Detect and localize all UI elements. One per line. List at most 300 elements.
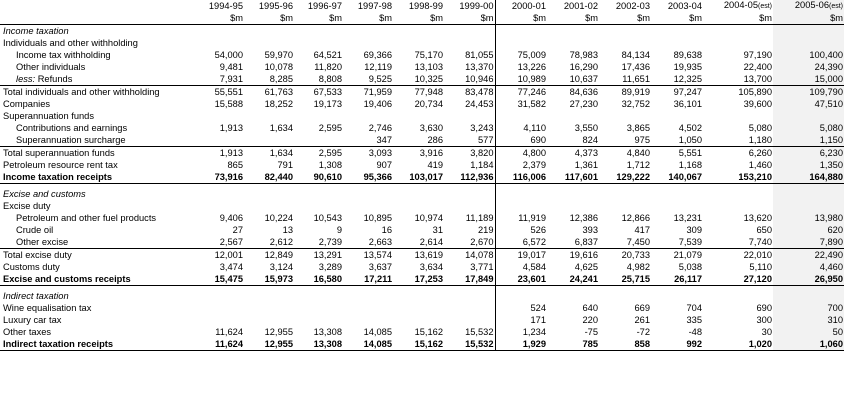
value-cell: 97,247 (651, 86, 703, 99)
value-cell: 24,241 (547, 273, 599, 286)
row-label-text: Contributions and earnings (16, 123, 128, 133)
value-cell: 10,078 (264, 62, 293, 72)
value-cell: 11,624 (215, 327, 243, 337)
table-row (0, 236, 844, 249)
value-cell: 2,379 (495, 159, 547, 171)
value-cell (194, 110, 244, 122)
row-label-text: Excise duty (3, 201, 51, 211)
row-label-text: Crude oil (16, 225, 54, 235)
value-cell (393, 302, 444, 314)
unit-header-cell: $m (495, 12, 547, 25)
value-cell: 1,361 (574, 160, 598, 170)
value-cell: 82,440 (244, 171, 294, 184)
value-cell (294, 25, 343, 38)
value-cell: 3,093 (343, 147, 393, 160)
value-cell: 11,919 (495, 212, 547, 224)
value-cell (651, 25, 703, 38)
value-cell: 1,712 (626, 160, 650, 170)
value-cell: 100,400 (773, 49, 844, 61)
value-cell: 700 (773, 302, 844, 314)
value-cell (393, 314, 444, 326)
value-cell: 4,800 (495, 147, 547, 160)
value-cell: 4,982 (626, 262, 650, 272)
value-cell: 3,634 (419, 262, 443, 272)
value-cell: 11,624 (194, 338, 244, 351)
value-cell: 15,475 (194, 273, 244, 286)
value-cell (703, 188, 773, 200)
value-cell (194, 134, 244, 147)
table-row (0, 37, 844, 49)
value-cell: 19,935 (673, 62, 702, 72)
value-cell: 865 (227, 160, 243, 170)
table-row (0, 110, 844, 122)
value-cell: 8,285 (269, 74, 293, 84)
value-cell: 13,700 (743, 74, 772, 84)
value-cell (495, 200, 547, 212)
value-cell: 23,601 (495, 273, 547, 286)
value-cell: 109,790 (773, 86, 844, 99)
value-cell: 50 (773, 326, 844, 338)
value-cell: 577 (477, 135, 494, 145)
value-cell: 3,865 (626, 123, 650, 133)
row-label (0, 171, 194, 184)
value-cell: 4,625 (574, 262, 598, 272)
value-cell: 13,308 (294, 338, 343, 351)
row-label (0, 159, 194, 171)
year-label: 2005-06 (794, 0, 829, 10)
value-cell: 20,734 (414, 99, 443, 109)
table-row (0, 224, 844, 236)
value-cell: 17,211 (343, 273, 393, 286)
row-label-text: Total excise duty (3, 250, 72, 260)
estimate-marker: (est) (758, 3, 772, 10)
value-cell: 19,616 (547, 249, 599, 262)
value-cell: 13,308 (313, 327, 342, 337)
value-cell: 15,000 (773, 73, 844, 86)
row-label (0, 224, 194, 236)
row-label-text: Total superannuation funds (3, 148, 115, 158)
value-cell: 103,017 (393, 171, 444, 184)
value-cell: 7,450 (626, 237, 650, 247)
value-cell: 19,406 (363, 99, 392, 109)
value-cell: 27,120 (703, 273, 773, 286)
value-cell: 164,880 (773, 171, 844, 184)
year-label: 2003-04 (667, 1, 702, 11)
value-cell: 1,913 (194, 147, 244, 160)
year-label: 2004-05 (723, 0, 758, 10)
value-cell: 81,055 (465, 50, 494, 60)
year-header-cell (599, 0, 651, 12)
value-cell: 36,101 (673, 99, 702, 109)
value-cell: 309 (686, 225, 702, 235)
table-row (0, 290, 844, 302)
value-cell (651, 110, 703, 122)
value-cell (547, 290, 599, 302)
value-cell: 77,246 (495, 86, 547, 99)
value-cell: 16,290 (569, 62, 598, 72)
table-row (0, 326, 844, 338)
value-cell (599, 110, 651, 122)
value-cell (444, 314, 495, 326)
value-cell: 19,017 (495, 249, 547, 262)
value-cell: 22,490 (773, 249, 844, 262)
table-row (0, 171, 844, 184)
value-cell: 18,252 (264, 99, 293, 109)
value-cell: 89,919 (599, 86, 651, 99)
year-header-cell (294, 0, 343, 12)
value-cell: 55,551 (194, 86, 244, 99)
row-label (0, 302, 194, 314)
value-cell: 10,543 (313, 213, 342, 223)
row-label (0, 200, 194, 212)
unit-header-cell: $m (651, 12, 703, 25)
table-row (0, 122, 844, 134)
table-row (0, 314, 844, 326)
value-cell: 17,436 (621, 62, 650, 72)
table-row (0, 338, 844, 351)
row-label (0, 338, 194, 351)
value-cell: 7,931 (219, 74, 243, 84)
value-cell: 4,373 (547, 147, 599, 160)
row-label (0, 261, 194, 273)
row-label (0, 273, 194, 286)
table-row (0, 261, 844, 273)
table-row (0, 86, 844, 99)
value-cell: 9,406 (219, 213, 243, 223)
value-cell (444, 25, 495, 38)
value-cell (343, 314, 393, 326)
table-row (0, 25, 844, 38)
unit-header-cell: $m (547, 12, 599, 25)
value-cell: 907 (376, 160, 392, 170)
row-label-text: Petroleum and other fuel products (16, 213, 157, 223)
value-cell: 116,006 (495, 171, 547, 184)
value-cell (703, 37, 773, 49)
value-cell: 15,162 (414, 327, 443, 337)
value-cell: -48 (688, 327, 702, 337)
value-cell: 59,970 (264, 50, 293, 60)
value-cell: 335 (686, 315, 702, 325)
value-cell (244, 188, 294, 200)
value-cell: 5,038 (678, 262, 702, 272)
value-cell: 5,080 (773, 122, 844, 134)
value-cell: 2,663 (368, 237, 392, 247)
row-label-text: Wine equalisation tax (3, 303, 92, 313)
value-cell (244, 290, 294, 302)
value-cell: 12,325 (673, 74, 702, 84)
value-cell: 6,230 (773, 147, 844, 160)
value-cell: 1,913 (219, 123, 243, 133)
value-cell (343, 302, 393, 314)
value-cell (703, 25, 773, 38)
row-label-text: Individuals and other withholding (3, 38, 138, 48)
value-cell: 129,222 (599, 171, 651, 184)
row-label (0, 236, 194, 249)
value-cell: 83,478 (444, 86, 495, 99)
table-row (0, 98, 844, 110)
table-row (0, 188, 844, 200)
table-row (0, 159, 844, 171)
value-cell (444, 290, 495, 302)
row-label-text: Indirect taxation receipts (3, 339, 114, 349)
row-label (0, 122, 194, 134)
value-cell (444, 302, 495, 314)
row-label (0, 86, 194, 99)
value-cell: 75,009 (495, 49, 547, 61)
value-cell: 992 (651, 338, 703, 351)
value-cell: -72 (636, 327, 650, 337)
value-cell: 54,000 (214, 50, 243, 60)
value-cell: 14,085 (363, 327, 392, 337)
table-row (0, 212, 844, 224)
value-cell (194, 25, 244, 38)
value-cell (294, 110, 343, 122)
value-cell: 1,180 (748, 135, 772, 145)
value-cell (773, 25, 844, 38)
value-cell: 17,849 (444, 273, 495, 286)
value-cell (703, 290, 773, 302)
value-cell (343, 200, 393, 212)
row-label-text: Excise and customs receipts (3, 274, 131, 284)
value-cell: 22,400 (743, 62, 772, 72)
value-cell: 17,253 (393, 273, 444, 286)
value-cell: 15,973 (244, 273, 294, 286)
value-cell: 69,366 (363, 50, 392, 60)
value-cell: 526 (495, 224, 547, 236)
value-cell: 13,103 (414, 62, 443, 72)
row-label (0, 61, 194, 73)
value-cell (703, 200, 773, 212)
row-label-prefix: less: (16, 74, 36, 84)
value-cell: 13,231 (673, 213, 702, 223)
value-cell: 13,226 (495, 61, 547, 73)
value-cell: 12,119 (364, 62, 392, 72)
year-header-cell (495, 0, 547, 12)
value-cell: 15,588 (214, 99, 243, 109)
estimate-marker: (est) (829, 3, 843, 10)
value-cell (244, 200, 294, 212)
row-label (0, 49, 194, 61)
value-cell: 7,539 (678, 237, 702, 247)
value-cell (495, 37, 547, 49)
value-cell (651, 200, 703, 212)
row-label-text: Income tax withholding (16, 50, 111, 60)
value-cell: 12,001 (194, 249, 244, 262)
value-cell (294, 37, 343, 49)
row-label-text: Superannuation funds (3, 111, 94, 121)
value-cell: 14,085 (343, 338, 393, 351)
value-cell: 1,050 (678, 135, 702, 145)
value-cell: 2,746 (368, 123, 392, 133)
value-cell: 10,325 (414, 74, 443, 84)
value-cell: 97,190 (743, 50, 772, 60)
value-cell (547, 110, 599, 122)
value-cell: 11,651 (622, 74, 650, 84)
value-cell: 1,929 (495, 338, 547, 351)
value-cell: 620 (773, 224, 844, 236)
year-label: 1999-00 (459, 1, 494, 11)
year-header-cell (393, 0, 444, 12)
value-cell: 3,916 (393, 147, 444, 160)
unit-header-cell: $m (599, 12, 651, 25)
value-cell: 13,291 (294, 249, 343, 262)
value-cell: 21,079 (651, 249, 703, 262)
value-cell: 1,184 (470, 160, 494, 170)
value-cell: 13,620 (743, 213, 772, 223)
value-cell: 10,895 (363, 213, 392, 223)
label-header-cell (0, 12, 194, 25)
row-label-text: Other excise (16, 237, 69, 247)
value-cell: 12,955 (244, 338, 294, 351)
value-cell (651, 290, 703, 302)
value-cell (343, 290, 393, 302)
value-cell: 7,890 (773, 236, 844, 249)
value-cell: 3,771 (470, 262, 494, 272)
value-cell: 1,634 (269, 123, 293, 133)
value-cell: 11,189 (465, 213, 494, 223)
value-cell (244, 302, 294, 314)
value-cell (294, 314, 343, 326)
table-row (0, 49, 844, 61)
value-cell: 5,080 (748, 123, 772, 133)
row-label (0, 110, 194, 122)
value-cell: 4,502 (678, 123, 702, 133)
value-cell: 105,890 (703, 86, 773, 99)
row-label (0, 37, 194, 49)
value-cell: 27 (232, 225, 243, 235)
value-cell: 71,959 (343, 86, 393, 99)
value-cell: 67,533 (294, 86, 343, 99)
value-cell (194, 37, 244, 49)
value-cell: 690 (756, 303, 772, 313)
value-cell: 140,067 (651, 171, 703, 184)
value-cell: 824 (582, 135, 598, 145)
table-row (0, 302, 844, 314)
value-cell: 10,224 (264, 213, 293, 223)
value-cell: 26,117 (651, 273, 703, 286)
value-cell (444, 37, 495, 49)
value-cell: 2,567 (219, 237, 243, 247)
value-cell: 2,595 (294, 147, 343, 160)
row-label-text: Other taxes (3, 327, 52, 337)
row-label-text: Customs duty (3, 262, 60, 272)
value-cell: 77,948 (393, 86, 444, 99)
value-cell: 1,150 (773, 134, 844, 147)
year-label: 2001-02 (563, 1, 598, 11)
value-cell: 1,460 (748, 160, 772, 170)
value-cell: 791 (277, 160, 293, 170)
value-cell: 858 (599, 338, 651, 351)
value-cell (703, 110, 773, 122)
value-cell (495, 188, 547, 200)
value-cell (547, 188, 599, 200)
row-label (0, 326, 194, 338)
value-cell: 6,572 (495, 236, 547, 249)
value-cell: 90,610 (294, 171, 343, 184)
value-cell: 13,980 (773, 212, 844, 224)
value-cell (444, 110, 495, 122)
value-cell (599, 290, 651, 302)
value-cell: 310 (773, 314, 844, 326)
value-cell: 31 (432, 225, 443, 235)
value-cell (343, 25, 393, 38)
table-row (0, 61, 844, 73)
year-label: 2000-01 (511, 1, 546, 11)
value-cell: 1,634 (244, 147, 294, 160)
value-cell (444, 188, 495, 200)
row-label-text: Superannuation surcharge (16, 135, 126, 145)
year-header-cell (651, 0, 703, 12)
year-label: 1996-97 (307, 1, 342, 11)
value-cell: 3,550 (574, 123, 598, 133)
value-cell: 219 (477, 225, 494, 235)
value-cell: 73,916 (194, 171, 244, 184)
row-label-text: Luxury car tax (3, 315, 62, 325)
value-cell: 1,020 (703, 338, 773, 351)
value-cell: 524 (495, 302, 547, 314)
value-cell (773, 200, 844, 212)
value-cell: 95,366 (343, 171, 393, 184)
value-cell (294, 200, 343, 212)
year-header-cell (444, 0, 495, 12)
unit-header-cell: $m (294, 12, 343, 25)
value-cell (651, 188, 703, 200)
row-label-text: Excise and customs (3, 189, 86, 199)
value-cell (773, 110, 844, 122)
value-cell: 9,481 (219, 62, 243, 72)
value-cell: 8,808 (318, 74, 342, 84)
table-row (0, 200, 844, 212)
value-cell: 15,532 (465, 327, 494, 337)
row-label-text: Other individuals (16, 62, 86, 72)
value-cell: 5,110 (749, 262, 772, 272)
value-cell (393, 188, 444, 200)
row-label-text: Income taxation (3, 26, 69, 36)
value-cell (294, 290, 343, 302)
unit-header-cell: $m (393, 12, 444, 25)
row-label-text: Petroleum resource rent tax (3, 160, 118, 170)
value-cell: 26,950 (773, 273, 844, 286)
value-cell (244, 25, 294, 38)
value-cell: 16,580 (294, 273, 343, 286)
value-cell: 1,168 (678, 160, 702, 170)
year-header-cell (547, 0, 599, 12)
value-cell: 4,460 (773, 261, 844, 273)
year-header-cell (773, 0, 844, 12)
value-cell: 13,574 (343, 249, 393, 262)
year-label: 1994-95 (208, 1, 243, 11)
row-label (0, 212, 194, 224)
value-cell: 30 (761, 327, 772, 337)
value-cell (393, 290, 444, 302)
value-cell: 75,170 (414, 50, 443, 60)
value-cell: 650 (756, 225, 772, 235)
value-cell: 39,600 (743, 99, 772, 109)
value-cell (244, 134, 294, 147)
value-cell: 2,670 (470, 237, 494, 247)
value-cell: 640 (582, 303, 598, 313)
year-label: 1998-99 (408, 1, 443, 11)
value-cell: 417 (634, 225, 650, 235)
value-cell: 261 (634, 315, 650, 325)
value-cell: 1,308 (318, 160, 342, 170)
value-cell: 19,173 (313, 99, 342, 109)
value-cell: 14,078 (444, 249, 495, 262)
value-cell: 112,936 (444, 171, 495, 184)
value-cell: 11,820 (314, 62, 342, 72)
value-cell: 27,230 (569, 99, 598, 109)
value-cell: 12,955 (264, 327, 293, 337)
